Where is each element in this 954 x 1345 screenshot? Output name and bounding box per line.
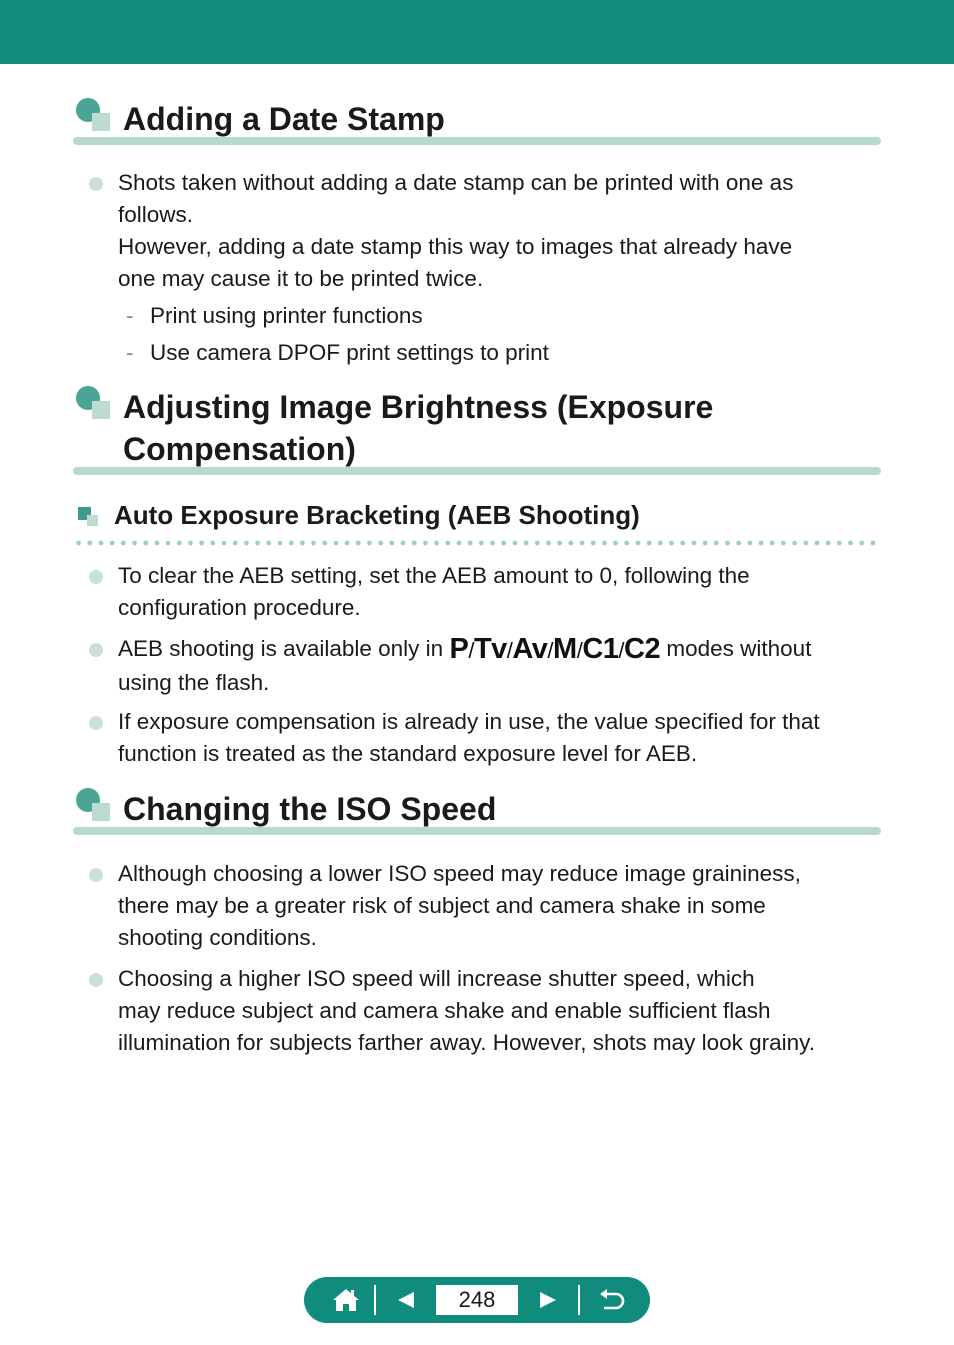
mode-c2-icon: C2	[624, 633, 661, 665]
home-icon	[332, 1287, 360, 1313]
next-page-icon	[538, 1291, 558, 1309]
section-title: Adding a Date Stamp	[123, 101, 445, 137]
mode-p-icon: P	[449, 633, 469, 665]
section-heading-iso-speed	[73, 788, 881, 838]
previous-page-button[interactable]	[380, 1277, 432, 1323]
text-line: using the flash.	[118, 670, 270, 695]
return-icon	[598, 1288, 626, 1312]
dotted-rule	[73, 540, 881, 546]
section-heading-date-stamp	[73, 98, 881, 148]
text-segment: modes without	[666, 636, 812, 661]
sub-list-text: Use camera DPOF print settings to print	[150, 340, 549, 365]
mode-tv-icon: Tv	[473, 633, 507, 665]
text-line: illumination for subjects farther away. However, shots may look grainy.	[118, 1030, 815, 1055]
list-item	[89, 963, 879, 1061]
bullet-text	[118, 858, 878, 954]
mode-c1-icon: C1	[582, 633, 619, 665]
return-button[interactable]	[586, 1277, 638, 1323]
section-rule	[73, 467, 881, 475]
text-line: Although choosing a lower ISO speed may reduce image graininess,	[118, 861, 801, 886]
title-line: Adjusting Image Brightness (Exposure	[123, 389, 714, 425]
page-navigation-bar	[304, 1277, 650, 1323]
bullet-dot	[89, 570, 103, 584]
section-heading-exposure-compensation	[73, 386, 881, 478]
mode-av-icon: Av	[512, 633, 548, 665]
title-line: Compensation)	[123, 431, 356, 467]
bullet-text	[118, 706, 878, 770]
subsection-heading-aeb	[73, 498, 881, 546]
sub-list-item	[126, 337, 549, 369]
text-segment: AEB shooting is available only in	[118, 636, 444, 661]
bullet-dot	[89, 177, 103, 191]
text-line: follows.	[118, 202, 194, 227]
section-icon	[76, 788, 112, 824]
home-button[interactable]	[320, 1277, 372, 1323]
section-title	[123, 386, 713, 470]
bullet-text	[118, 167, 878, 295]
text-line: shooting conditions.	[118, 925, 317, 950]
previous-page-icon	[396, 1291, 416, 1309]
text-line: Choosing a higher ISO speed will increase shutter speed, which	[118, 966, 755, 991]
section-icon	[76, 98, 112, 134]
section-rule	[73, 137, 881, 145]
bullet-dot	[89, 643, 103, 657]
top-header-bar	[0, 0, 954, 64]
dash-marker: -	[126, 303, 134, 328]
nav-separator	[374, 1285, 376, 1315]
bullet-dot	[89, 716, 103, 730]
sub-list-item	[126, 300, 423, 332]
mode-m-icon: M	[553, 633, 577, 665]
subsection-icon	[78, 507, 100, 527]
shooting-mode-icons: P/Tv/Av/M/C1/C2	[449, 633, 661, 665]
bullet-text	[118, 560, 878, 624]
subsection-title: Auto Exposure Bracketing (AEB Shooting)	[114, 500, 640, 530]
text-line: If exposure compensation is already in use, the value specified for that	[118, 709, 820, 734]
nav-separator	[578, 1285, 580, 1315]
dash-marker: -	[126, 340, 134, 365]
list-item	[89, 560, 879, 626]
section-icon	[76, 386, 112, 422]
text-line: However, adding a date stamp this way to images that already have	[118, 234, 793, 259]
text-line: one may cause it to be printed twice.	[118, 266, 484, 291]
list-item	[89, 706, 879, 772]
text-line	[118, 633, 878, 667]
section-rule	[73, 827, 881, 835]
next-page-button[interactable]	[522, 1277, 574, 1323]
bullet-text	[118, 963, 878, 1059]
text-line: Shots taken without adding a date stamp can be printed with one as	[118, 170, 794, 195]
text-line: configuration procedure.	[118, 595, 361, 620]
sub-list-text: Print using printer functions	[150, 303, 423, 328]
text-line: there may be a greater risk of subject and camera shake in some	[118, 893, 766, 918]
text-line: function is treated as the standard exposure level for AEB.	[118, 741, 698, 766]
bullet-dot	[89, 868, 103, 882]
list-item	[89, 633, 879, 699]
bullet-dot	[89, 973, 103, 987]
list-item	[89, 167, 879, 297]
list-item	[89, 858, 879, 956]
page-number: 248	[436, 1285, 518, 1315]
bullet-text	[118, 633, 878, 699]
section-title: Changing the ISO Speed	[123, 791, 497, 827]
text-line: may reduce subject and camera shake and enable sufficient flash	[118, 998, 771, 1023]
text-line: To clear the AEB setting, set the AEB amount to 0, following the	[118, 563, 750, 588]
